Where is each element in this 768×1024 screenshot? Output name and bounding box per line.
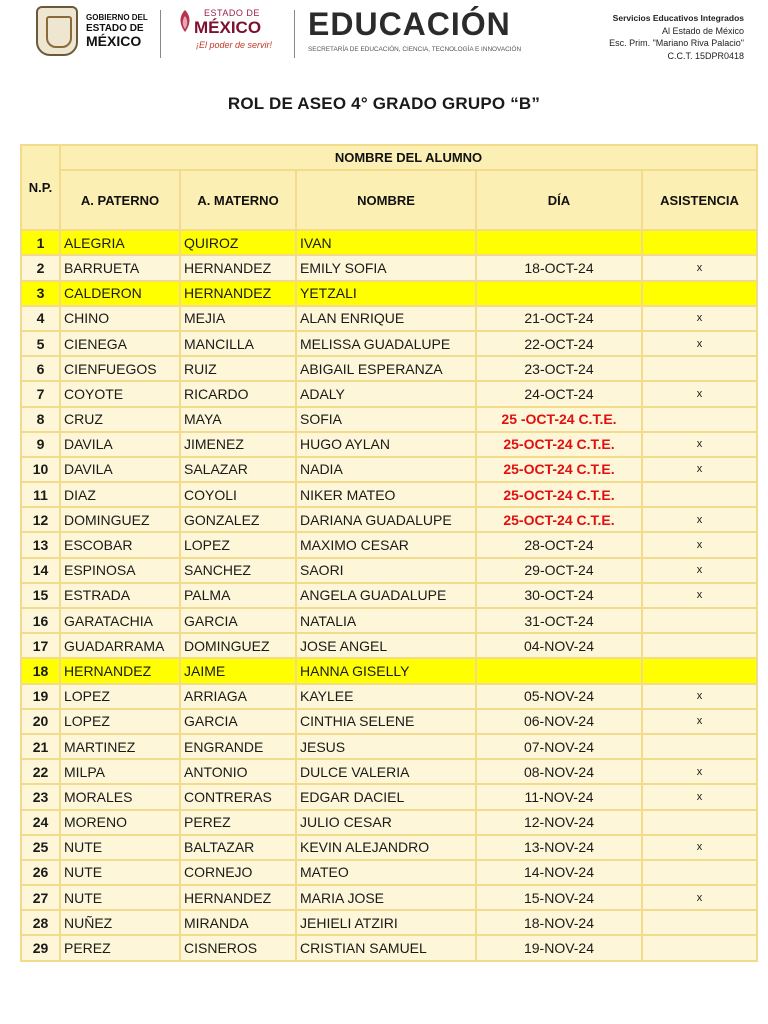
table-row [21,306,757,331]
table-row [21,658,757,683]
paterno-cell: CIENEGA [60,331,180,356]
asistencia-cell [642,935,757,960]
materno-cell: RICARDO [180,381,296,406]
header-divider [294,10,295,58]
materno-cell: MIRANDA [180,910,296,935]
table-row [21,432,757,457]
row-number-cell: 20 [21,709,60,734]
row-number-cell: 16 [21,608,60,633]
materno-cell: JAIME [180,658,296,683]
asistencia-cell: x [642,255,757,280]
materno-cell: CORNEJO [180,860,296,885]
paterno-cell: LOPEZ [60,709,180,734]
asistencia-cell: x [642,306,757,331]
table-row [21,759,757,784]
table-row [21,784,757,809]
row-number-cell: 25 [21,835,60,860]
paterno-cell: DAVILA [60,432,180,457]
nombre-cell: JEHIELI ATZIRI [296,910,476,935]
row-number-cell: 15 [21,583,60,608]
dia-cell: 21-OCT-24 [476,306,642,331]
dia-cell: 28-OCT-24 [476,532,642,557]
column-header-asistencia: ASISTENCIA [642,170,757,230]
asistencia-cell [642,658,757,683]
materno-cell: CISNEROS [180,935,296,960]
paterno-cell: LOPEZ [60,684,180,709]
materno-cell: ARRIAGA [180,684,296,709]
table-row [21,255,757,280]
row-number-cell: 7 [21,381,60,406]
dia-cell: 08-NOV-24 [476,759,642,784]
dia-cell [476,230,642,255]
materno-cell: SANCHEZ [180,558,296,583]
row-number-cell: 23 [21,784,60,809]
asistencia-cell: x [642,835,757,860]
dia-cell: 31-OCT-24 [476,608,642,633]
educacion-title: EDUCACIÓN [308,6,511,42]
dia-cell: 07-NOV-24 [476,734,642,759]
paterno-cell: MORENO [60,810,180,835]
column-header-np: N.P. [21,145,60,230]
nombre-cell: ABIGAIL ESPERANZA [296,356,476,381]
materno-cell: MEJIA [180,306,296,331]
edomex-line-2: MÉXICO [194,18,262,37]
row-number-cell: 21 [21,734,60,759]
materno-cell: QUIROZ [180,230,296,255]
materno-cell: MANCILLA [180,331,296,356]
nombre-cell: JESUS [296,734,476,759]
table-row [21,532,757,557]
nombre-cell: DULCE VALERIA [296,759,476,784]
paterno-cell: COYOTE [60,381,180,406]
paterno-cell: DIAZ [60,482,180,507]
row-number-cell: 10 [21,457,60,482]
asistencia-cell: x [642,532,757,557]
row-number-cell: 26 [21,860,60,885]
materno-cell: HERNANDEZ [180,255,296,280]
dia-cell: 25-OCT-24 C.T.E. [476,482,642,507]
paterno-cell: NUTE [60,860,180,885]
materno-cell: PALMA [180,583,296,608]
materno-cell: GONZALEZ [180,507,296,532]
dia-cell: 14-NOV-24 [476,860,642,885]
table-row [21,810,757,835]
paterno-cell: DAVILA [60,457,180,482]
asistencia-cell: x [642,558,757,583]
educacion-subtitle: SECRETARÍA DE EDUCACIÓN, CIENCIA, TECNOLOGÍA E INNOVACIÓN [308,46,522,53]
gobierno-logo-text [86,12,148,48]
materno-cell: HERNANDEZ [180,885,296,910]
row-number-cell: 12 [21,507,60,532]
asistencia-cell: x [642,457,757,482]
asistencia-cell: x [642,709,757,734]
asistencia-cell [642,633,757,658]
dia-cell: 25-OCT-24 C.T.E. [476,432,642,457]
row-number-cell: 22 [21,759,60,784]
paterno-cell: CHINO [60,306,180,331]
column-header-paterno: A. PATERNO [60,170,180,230]
paterno-cell: CRUZ [60,407,180,432]
dia-cell: 18-OCT-24 [476,255,642,280]
row-number-cell: 4 [21,306,60,331]
table-row [21,860,757,885]
row-number-cell: 18 [21,658,60,683]
paterno-cell: ESTRADA [60,583,180,608]
table-row [21,558,757,583]
nombre-cell: NATALIA [296,608,476,633]
nombre-cell: JOSE ANGEL [296,633,476,658]
row-number-cell: 6 [21,356,60,381]
edomex-flower-icon [176,8,194,34]
dia-cell: 30-OCT-24 [476,583,642,608]
row-number-cell: 2 [21,255,60,280]
table-row [21,583,757,608]
dia-cell: 11-NOV-24 [476,784,642,809]
school-line-3: Esc. Prim. "Mariano Riva Palacio" [609,38,744,48]
materno-cell: LOPEZ [180,532,296,557]
nombre-cell: EDGAR DACIEL [296,784,476,809]
paterno-cell: MARTINEZ [60,734,180,759]
table-row [21,935,757,960]
materno-cell: BALTAZAR [180,835,296,860]
row-number-cell: 3 [21,281,60,306]
group-header-nombre-del-alumno: NOMBRE DEL ALUMNO [60,145,757,170]
table-row [21,633,757,658]
asistencia-cell [642,356,757,381]
nombre-cell: KEVIN ALEJANDRO [296,835,476,860]
materno-cell: ANTONIO [180,759,296,784]
paterno-cell: ALEGRIA [60,230,180,255]
school-line-1: Servicios Educativos Integrados [612,13,744,23]
page-title: ROL DE ASEO 4° GRADO GRUPO “B” [227,94,541,113]
asistencia-cell [642,482,757,507]
materno-cell: JIMENEZ [180,432,296,457]
gob-line-1: GOBIERNO DEL [86,13,148,22]
dia-cell [476,658,642,683]
nombre-cell: SAORI [296,558,476,583]
dia-cell: 15-NOV-24 [476,885,642,910]
row-number-cell: 24 [21,810,60,835]
nombre-cell: JULIO CESAR [296,810,476,835]
asistencia-cell [642,230,757,255]
paterno-cell: GUADARRAMA [60,633,180,658]
paterno-cell: ESPINOSA [60,558,180,583]
cleaning-roster-table [20,144,758,962]
asistencia-cell: x [642,583,757,608]
paterno-cell: MILPA [60,759,180,784]
nombre-cell: MARIA JOSE [296,885,476,910]
asistencia-cell: x [642,331,757,356]
table-row [21,709,757,734]
state-seal-logo [36,6,78,56]
paterno-cell: PEREZ [60,935,180,960]
nombre-cell: NIKER MATEO [296,482,476,507]
materno-cell: HERNANDEZ [180,281,296,306]
asistencia-cell: x [642,784,757,809]
table-row [21,910,757,935]
paterno-cell: CIENFUEGOS [60,356,180,381]
nombre-cell: MATEO [296,860,476,885]
row-number-cell: 9 [21,432,60,457]
dia-cell: 22-OCT-24 [476,331,642,356]
row-number-cell: 28 [21,910,60,935]
column-header-materno: A. MATERNO [180,170,296,230]
paterno-cell: DOMINGUEZ [60,507,180,532]
table-row [21,230,757,255]
table-row [21,507,757,532]
materno-cell: CONTRERAS [180,784,296,809]
nombre-cell: CINTHIA SELENE [296,709,476,734]
materno-cell: DOMINGUEZ [180,633,296,658]
column-header-dia: DÍA [476,170,642,230]
row-number-cell: 13 [21,532,60,557]
paterno-cell: GARATACHIA [60,608,180,633]
dia-cell: 25-OCT-24 C.T.E. [476,507,642,532]
dia-cell: 04-NOV-24 [476,633,642,658]
asistencia-cell [642,860,757,885]
dia-cell: 06-NOV-24 [476,709,642,734]
asistencia-cell: x [642,507,757,532]
asistencia-cell [642,734,757,759]
asistencia-cell: x [642,684,757,709]
table-row [21,608,757,633]
dia-cell: 25-OCT-24 C.T.E. [476,457,642,482]
school-line-2: Al Estado de México [661,25,744,36]
row-number-cell: 19 [21,684,60,709]
table-row [21,885,757,910]
row-number-cell: 27 [21,885,60,910]
asistencia-cell: x [642,432,757,457]
paterno-cell: NUÑEZ [60,910,180,935]
dia-cell: 12-NOV-24 [476,810,642,835]
materno-cell: GARCIA [180,709,296,734]
dia-cell: 05-NOV-24 [476,684,642,709]
document-header [0,0,768,72]
row-number-cell: 11 [21,482,60,507]
asistencia-cell: x [642,885,757,910]
school-line-4: C.C.T. 15DPR0418 [667,50,744,61]
materno-cell: COYOLI [180,482,296,507]
gob-line-2: ESTADO DE [86,23,144,34]
asistencia-cell [642,608,757,633]
table-row [21,482,757,507]
dia-cell: 25 -OCT-24 C.T.E. [476,407,642,432]
paterno-cell: HERNANDEZ [60,658,180,683]
dia-cell [476,281,642,306]
table-row [21,381,757,406]
gob-line-3: MÉXICO [86,33,142,49]
paterno-cell: NUTE [60,835,180,860]
asistencia-cell [642,910,757,935]
table-row [21,734,757,759]
asistencia-cell: x [642,381,757,406]
header-divider [160,10,161,58]
asistencia-cell: x [642,759,757,784]
nombre-cell: HUGO AYLAN [296,432,476,457]
nombre-cell: HANNA GISELLY [296,658,476,683]
row-number-cell: 8 [21,407,60,432]
edomex-slogan: ¡El poder de servir! [196,40,273,50]
nombre-cell: SOFIA [296,407,476,432]
materno-cell: SALAZAR [180,457,296,482]
row-number-cell: 14 [21,558,60,583]
dia-cell: 24-OCT-24 [476,381,642,406]
table-row [21,407,757,432]
nombre-cell: KAYLEE [296,684,476,709]
nombre-cell: ADALY [296,381,476,406]
nombre-cell: ANGELA GUADALUPE [296,583,476,608]
nombre-cell: EMILY SOFIA [296,255,476,280]
table-row [21,281,757,306]
dia-cell: 18-NOV-24 [476,910,642,935]
paterno-cell: BARRUETA [60,255,180,280]
materno-cell: PEREZ [180,810,296,835]
table-row [21,684,757,709]
nombre-cell: YETZALI [296,281,476,306]
nombre-cell: NADIA [296,457,476,482]
table-row [21,457,757,482]
dia-cell: 29-OCT-24 [476,558,642,583]
asistencia-cell [642,407,757,432]
paterno-cell: NUTE [60,885,180,910]
table-row [21,331,757,356]
nombre-cell: CRISTIAN SAMUEL [296,935,476,960]
asistencia-cell [642,810,757,835]
paterno-cell: ESCOBAR [60,532,180,557]
school-info [609,12,744,62]
column-header-nombre: NOMBRE [296,170,476,230]
materno-cell: RUIZ [180,356,296,381]
dia-cell: 23-OCT-24 [476,356,642,381]
materno-cell: MAYA [180,407,296,432]
row-number-cell: 5 [21,331,60,356]
row-number-cell: 1 [21,230,60,255]
paterno-cell: CALDERON [60,281,180,306]
dia-cell: 13-NOV-24 [476,835,642,860]
nombre-cell: MAXIMO CESAR [296,532,476,557]
edomex-line-1: ESTADO DE [204,8,260,18]
nombre-cell: ALAN ENRIQUE [296,306,476,331]
dia-cell: 19-NOV-24 [476,935,642,960]
materno-cell: ENGRANDE [180,734,296,759]
table-row [21,835,757,860]
table-row [21,356,757,381]
row-number-cell: 29 [21,935,60,960]
asistencia-cell [642,281,757,306]
paterno-cell: MORALES [60,784,180,809]
row-number-cell: 17 [21,633,60,658]
nombre-cell: MELISSA GUADALUPE [296,331,476,356]
nombre-cell: IVAN [296,230,476,255]
nombre-cell: DARIANA GUADALUPE [296,507,476,532]
materno-cell: GARCIA [180,608,296,633]
